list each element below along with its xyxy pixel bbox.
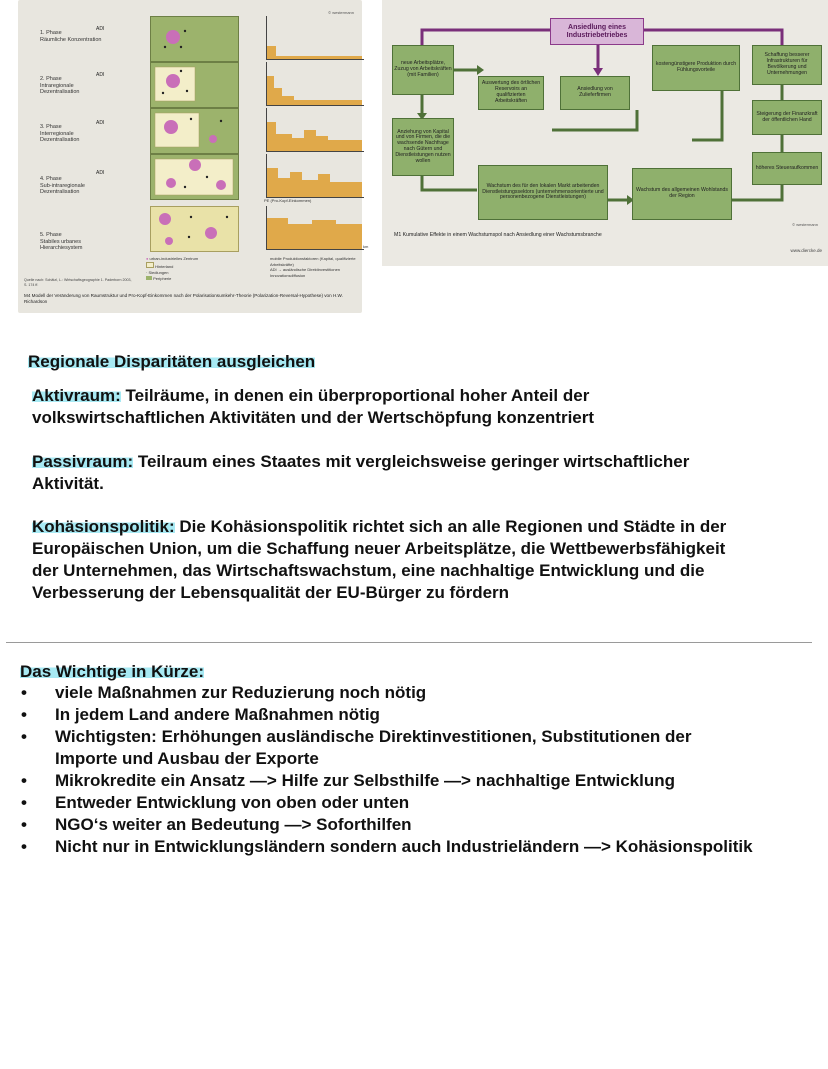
phase-1-label: 1. Phase Räumliche Konzentration — [40, 30, 102, 43]
textbook-photo-growth-pole-diagram — [382, 0, 828, 266]
box-neue-arbeitsplaetze: neue Arbeitsplätze, Zuzug von Arbeitskräften (mit Familien) — [392, 45, 454, 95]
phase-4-label: 4. Phase Sub-intraregionale Dezentralisation — [40, 176, 85, 195]
adi-label: ADI — [96, 26, 105, 32]
definition-passivraum: Passivraum: Teilraum eines Staates mit vergleichsweise geringer wirtschaftlicher Aktivität. — [32, 452, 690, 493]
textbook-photo-polarization-model — [18, 0, 369, 313]
figure-source: Quelle nach: Schätzl, L.: Wirtschaftsgeographie 1. Paderborn 2003, S. 174 ff. — [24, 278, 132, 287]
term-aktivraum: Aktivraum: — [32, 386, 121, 405]
phase-5-label: 5. Phase Stabiles urbanes Hierarchiesystem — [40, 232, 83, 251]
map-legend: ● urban-industrielles Zentrum Hinterland · Siedlungen Peripherie — [146, 256, 199, 281]
arrow-legend: mobile Produktionsfaktoren (Kapital, qualifizierte Arbeitskräfte) ADI → ausländische Direktinvestitionen Innovationsdiffusion — [270, 256, 356, 278]
phase-2-label: 2. Phase Intraregionale Dezentralisation — [40, 76, 80, 95]
phase-1-map — [150, 16, 239, 62]
list-item: • Entweder Entwicklung von oben oder unten — [18, 792, 758, 814]
phase-4-income-graph — [266, 154, 364, 198]
phase-3-label: 3. Phase Interregionale Dezentralisation — [40, 124, 80, 143]
phase-4-map — [150, 154, 239, 200]
list-item: • NGO‘s weiter an Bedeutung —> Soforthilfen — [18, 814, 758, 836]
phase-5-income-graph — [266, 206, 364, 250]
box-zulieferfirmen: Ansiedlung von Zulieferfirmen — [560, 76, 630, 110]
figure-caption: M1 Kumulative Effekte in einem Wachstumspol nach Ansiedlung einer Wachstumsbranche — [394, 232, 602, 238]
pe-axis-label: PE (Pro-Kopf-Einkommen) — [264, 198, 312, 203]
phase-3-income-graph — [266, 108, 364, 152]
box-wachstum-dienstleistung: Wachstum des für den lokalen Markt arbeitenden Dienstleistungssektors (unternehmensorientierte und personenbezogene Dienstleistungen) — [478, 165, 608, 220]
list-item: • Mikrokredite ein Ansatz —> Hilfe zur Selbsthilfe —> nachhaltige Entwicklung — [18, 770, 758, 792]
list-item: • In jedem Land andere Maßnahmen nötig — [18, 704, 758, 726]
source-url: www.diercke.de — [790, 248, 822, 253]
km-axis-label: km — [363, 244, 369, 249]
adi-label: ADI — [96, 72, 105, 78]
definition-kohaesionspolitik: Kohäsionspolitik: Die Kohäsionspolitik richtet sich an alle Regionen und Städte in der Europäischen Union, um die Schaffung neuer Arbeitsplätze, die Wettbewerbsfähigkeit der Unternehmen, das Wirtschaftswachstum, eine nachhaltige Entwicklung und die Verbesserung der Lebensqualität der EU-Bürger zu fördern — [32, 517, 727, 602]
phase-2-income-graph — [266, 62, 364, 106]
phase-2-map — [150, 62, 239, 108]
box-anziehung-kapital: Anziehung von Kapital und von Firmen, die die wachsende Nachfrage nach Gütern und Dienstleistungen nutzen wollen — [392, 118, 454, 176]
phase-1-income-graph — [266, 16, 364, 60]
term-kohaesionspolitik: Kohäsionspolitik: — [32, 517, 175, 536]
adi-label: ADI — [96, 120, 105, 126]
box-auswertung-arbeitskraefte: Auswertung des örtlichen Reservoirs an qualifizierten Arbeitskräften — [478, 76, 544, 110]
list-item: • viele Maßnahmen zur Reduzierung noch nötig — [18, 682, 758, 704]
summary-title: Das Wichtige in Kürze: — [20, 662, 205, 681]
summary-list — [18, 682, 758, 858]
figure-caption: M4 Modell der Veränderung von Raumstruktur und Pro-Kopf-Einkommen nach der Polarisationsumkehr-Theorie (Polarization-Reversal-Hypothese) von H.W. Richardson — [24, 293, 343, 304]
definition-aktivraum: Aktivraum: Teilräume, in denen ein überproportional hoher Anteil der volkswirtschaftlichen Aktivitäten und der Wertschöpfung konzentriert — [32, 386, 595, 427]
box-finanzkraft: Steigerung der Finanzkraft der öffentlichen Hand — [752, 100, 822, 135]
phase-3-map — [150, 108, 239, 154]
term-passivraum: Passivraum: — [32, 452, 134, 471]
center-box-industrie: Ansiedlung eines Industriebetriebes — [550, 18, 644, 45]
box-infrastruktur: Schaffung besserer Infrastrukturen für Bevölkerung und Unternehmungen — [752, 45, 822, 85]
adi-label: ADI — [96, 170, 105, 176]
publisher-mark: © westermann — [328, 10, 354, 15]
section-title: Regionale Disparitäten ausgleichen — [28, 352, 316, 371]
divider-line — [6, 642, 812, 643]
phase-5-map — [150, 206, 239, 252]
list-item: • Wichtigsten: Erhöhungen ausländische Direktinvestitionen, Substitutionen der Importe und Ausbau der Exporte — [18, 726, 758, 770]
list-item: • Nicht nur in Entwicklungsländern sondern auch Industrieländern —> Kohäsionspolitik — [18, 836, 758, 858]
box-steueraufkommen: höheres Steueraufkommen — [752, 152, 822, 185]
box-wachstum-wohlstand: Wachstum des allgemeinen Wohlstands der Region — [632, 168, 732, 220]
publisher-mark: © westermann — [792, 222, 818, 227]
box-kostenguenstig: kostengünstigere Produktion durch Fühlungsvorteile — [652, 45, 740, 91]
